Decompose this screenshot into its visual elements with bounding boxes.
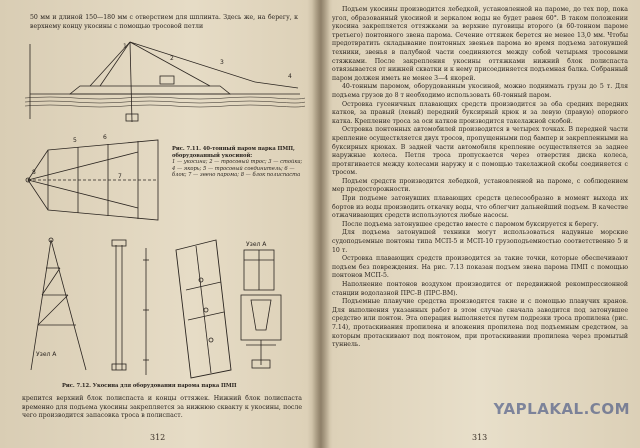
left-page: [0, 0, 318, 448]
callout-4: 4: [288, 73, 292, 80]
label-uzel-a-left: Узел А: [36, 351, 57, 358]
legend-item: 5 — тросовый соединитель;: [203, 165, 283, 172]
callout-7: 7: [118, 173, 122, 180]
figure-7-12-drawing: [16, 230, 306, 380]
figure-7-11-plan-view: [18, 130, 168, 230]
paragraph: При подъеме затонувших плавающих средств целесообразно в момент выхода их бортов из воды производить откачку воды, что облегчит дальнейший подъем. В качестве отжачивающих средств используются любые насосы.: [332, 195, 628, 220]
paragraph: Подъем укосины производится лебедкой, установленной на пароме, до тех пор, пока угол, образованный укосиной и зеркалом воды не будет равен 60°. В таком положении укосина закрепляется оттяжками за верхние пуговицы второго (в 60-тонном пароме третьего) понтонного звена парома. Сечение оттяжек берется не менее 13,0 мм. Чтобы предотвратить складывание понтонных звеньев парома во время подъема затонувшей техники, звенья в палубной части соединяются между собой четырьмя тросовыми стяжками. После закрепления укосины оттяжками нижний блок полиспаста отвязывается от нижней скватки и к нему присоединяется подъемная балка. Собранный паром должен иметь не менее 3—4 якорей.: [332, 6, 628, 82]
figure-7-12-caption: [62, 383, 302, 390]
watermark: YAPLAKAL.COM: [493, 400, 630, 418]
left-top-text-block: [30, 14, 298, 31]
figure-7-11-title: Рис. 7.11. 40-тонный паром парка ПМП, оборудованный укосиной:: [172, 146, 295, 159]
figure-7-11-side-view: [20, 34, 310, 129]
legend-item: 1 — укосина;: [172, 159, 208, 166]
legend-item: 4 — якорь;: [172, 165, 202, 172]
left-page-number: 312: [150, 433, 166, 442]
legend-item: 8 — блок полиспаста: [240, 172, 301, 179]
callout-6: 6: [103, 134, 107, 141]
paragraph: Островка гусеничных плавающих средств производится за оба средних передних катков, за правый (левый) передний буксирный крюк и за левую (правую) опорного катка. Крепление троса за оси катков производится такелажной скобой.: [332, 100, 628, 125]
legend-item: 6 — блок;: [172, 165, 295, 179]
figure-7-11-caption: [172, 146, 304, 179]
left-top-text: 50 мм и длиной 150—180 мм с отверстием для шплинта. Здесь же, на берегу, к верхнему концу укосины с помощью тросовой петли: [30, 14, 298, 30]
callout-3: 3: [220, 59, 224, 66]
left-bottom-text-block: [22, 395, 302, 421]
paragraph: Подъемные плавучие средства производятся такие и с помощью плавучих кранов. Для выполнения указанных работ в этом случае сначала заводится под затонувшее средство или понтон. Эта операция выполняется путем подрезки троса пропилена (рис. 7.14), протаскивания пропилена и вложения пропилена под подъемным средством, за которым протаскивают под понтоном, при протаскивании пропилена через промытый туннель.: [332, 298, 628, 349]
legend-item: 3 — стойка;: [268, 159, 303, 166]
paragraph: Островка понтонных автомобилей производится в четырех точках. В передней части крепление осуществляется двух тросов, пропущенными под бампер и закрепленными на буксирных крюках. В задней части автомобиля крепление осуществляется за заднее наружные колеса. Петля троса пропускается через отверстия диска колеса, протягивается между колесами наружу и с помощью такелажной скобы соединяется с тросом.: [332, 126, 628, 177]
callout-8: 8: [32, 169, 36, 176]
paragraph: Подъем средств производится лебедкой, установленной на пароме, с соблюдением мер предосторожности.: [332, 177, 628, 194]
legend-item: 2 — тросовый трос;: [209, 159, 267, 166]
figure-7-12-caption-text: Рис. 7.12. Укосина для оборудования парома парка ПМП: [62, 383, 237, 389]
figure-7-11-legend: [172, 159, 304, 179]
callout-5: 5: [73, 137, 77, 144]
label-uzel-a-right: Узел А: [246, 241, 267, 248]
paragraph: После подъема затонувшее средство вместе с паромом буксируется к берегу.: [342, 220, 599, 228]
legend-item: 7 — звено парома;: [188, 172, 240, 179]
paragraph: Наполнение понтонов воздухом производится от передвижной рекомпрессионной станции водолазной ПРС-В (ПРС-ВМ).: [332, 281, 628, 297]
paragraph: 40-тонным паромом, оборудованным укосиной, можно поднимать грузы до 5 т. Для подъема грузов до 8 т необходимо использовать 60-тонный паром.: [332, 83, 628, 99]
paragraph: Для подъема затонувшей техники могут использоваться надувные морские судоподъемные понтоны типа МСП-5 и МСП-10 грузоподъемностью соответственно 5 и 10 т.: [332, 229, 628, 254]
callout-2: 2: [170, 55, 174, 62]
right-text-column: [332, 6, 628, 350]
paragraph: Островка плавающих средств производится за такие точки, которые обеспечивают подъем без повреждения. На рис. 7.13 показан подъем звена парома ПМП с помощью понтонов МСП-5.: [332, 255, 628, 280]
left-bottom-text: крепится верхний блок полиспаста и концы оттяжек. Нижний блок полиспаста временно для подъема укосины закрепляется за нижнюю сквакту к укосины, после чего производится запасовка троса в полиспаст.: [22, 395, 302, 420]
callout-1: 1: [123, 43, 127, 50]
right-page-number: 313: [472, 433, 488, 442]
right-page: [322, 0, 640, 448]
